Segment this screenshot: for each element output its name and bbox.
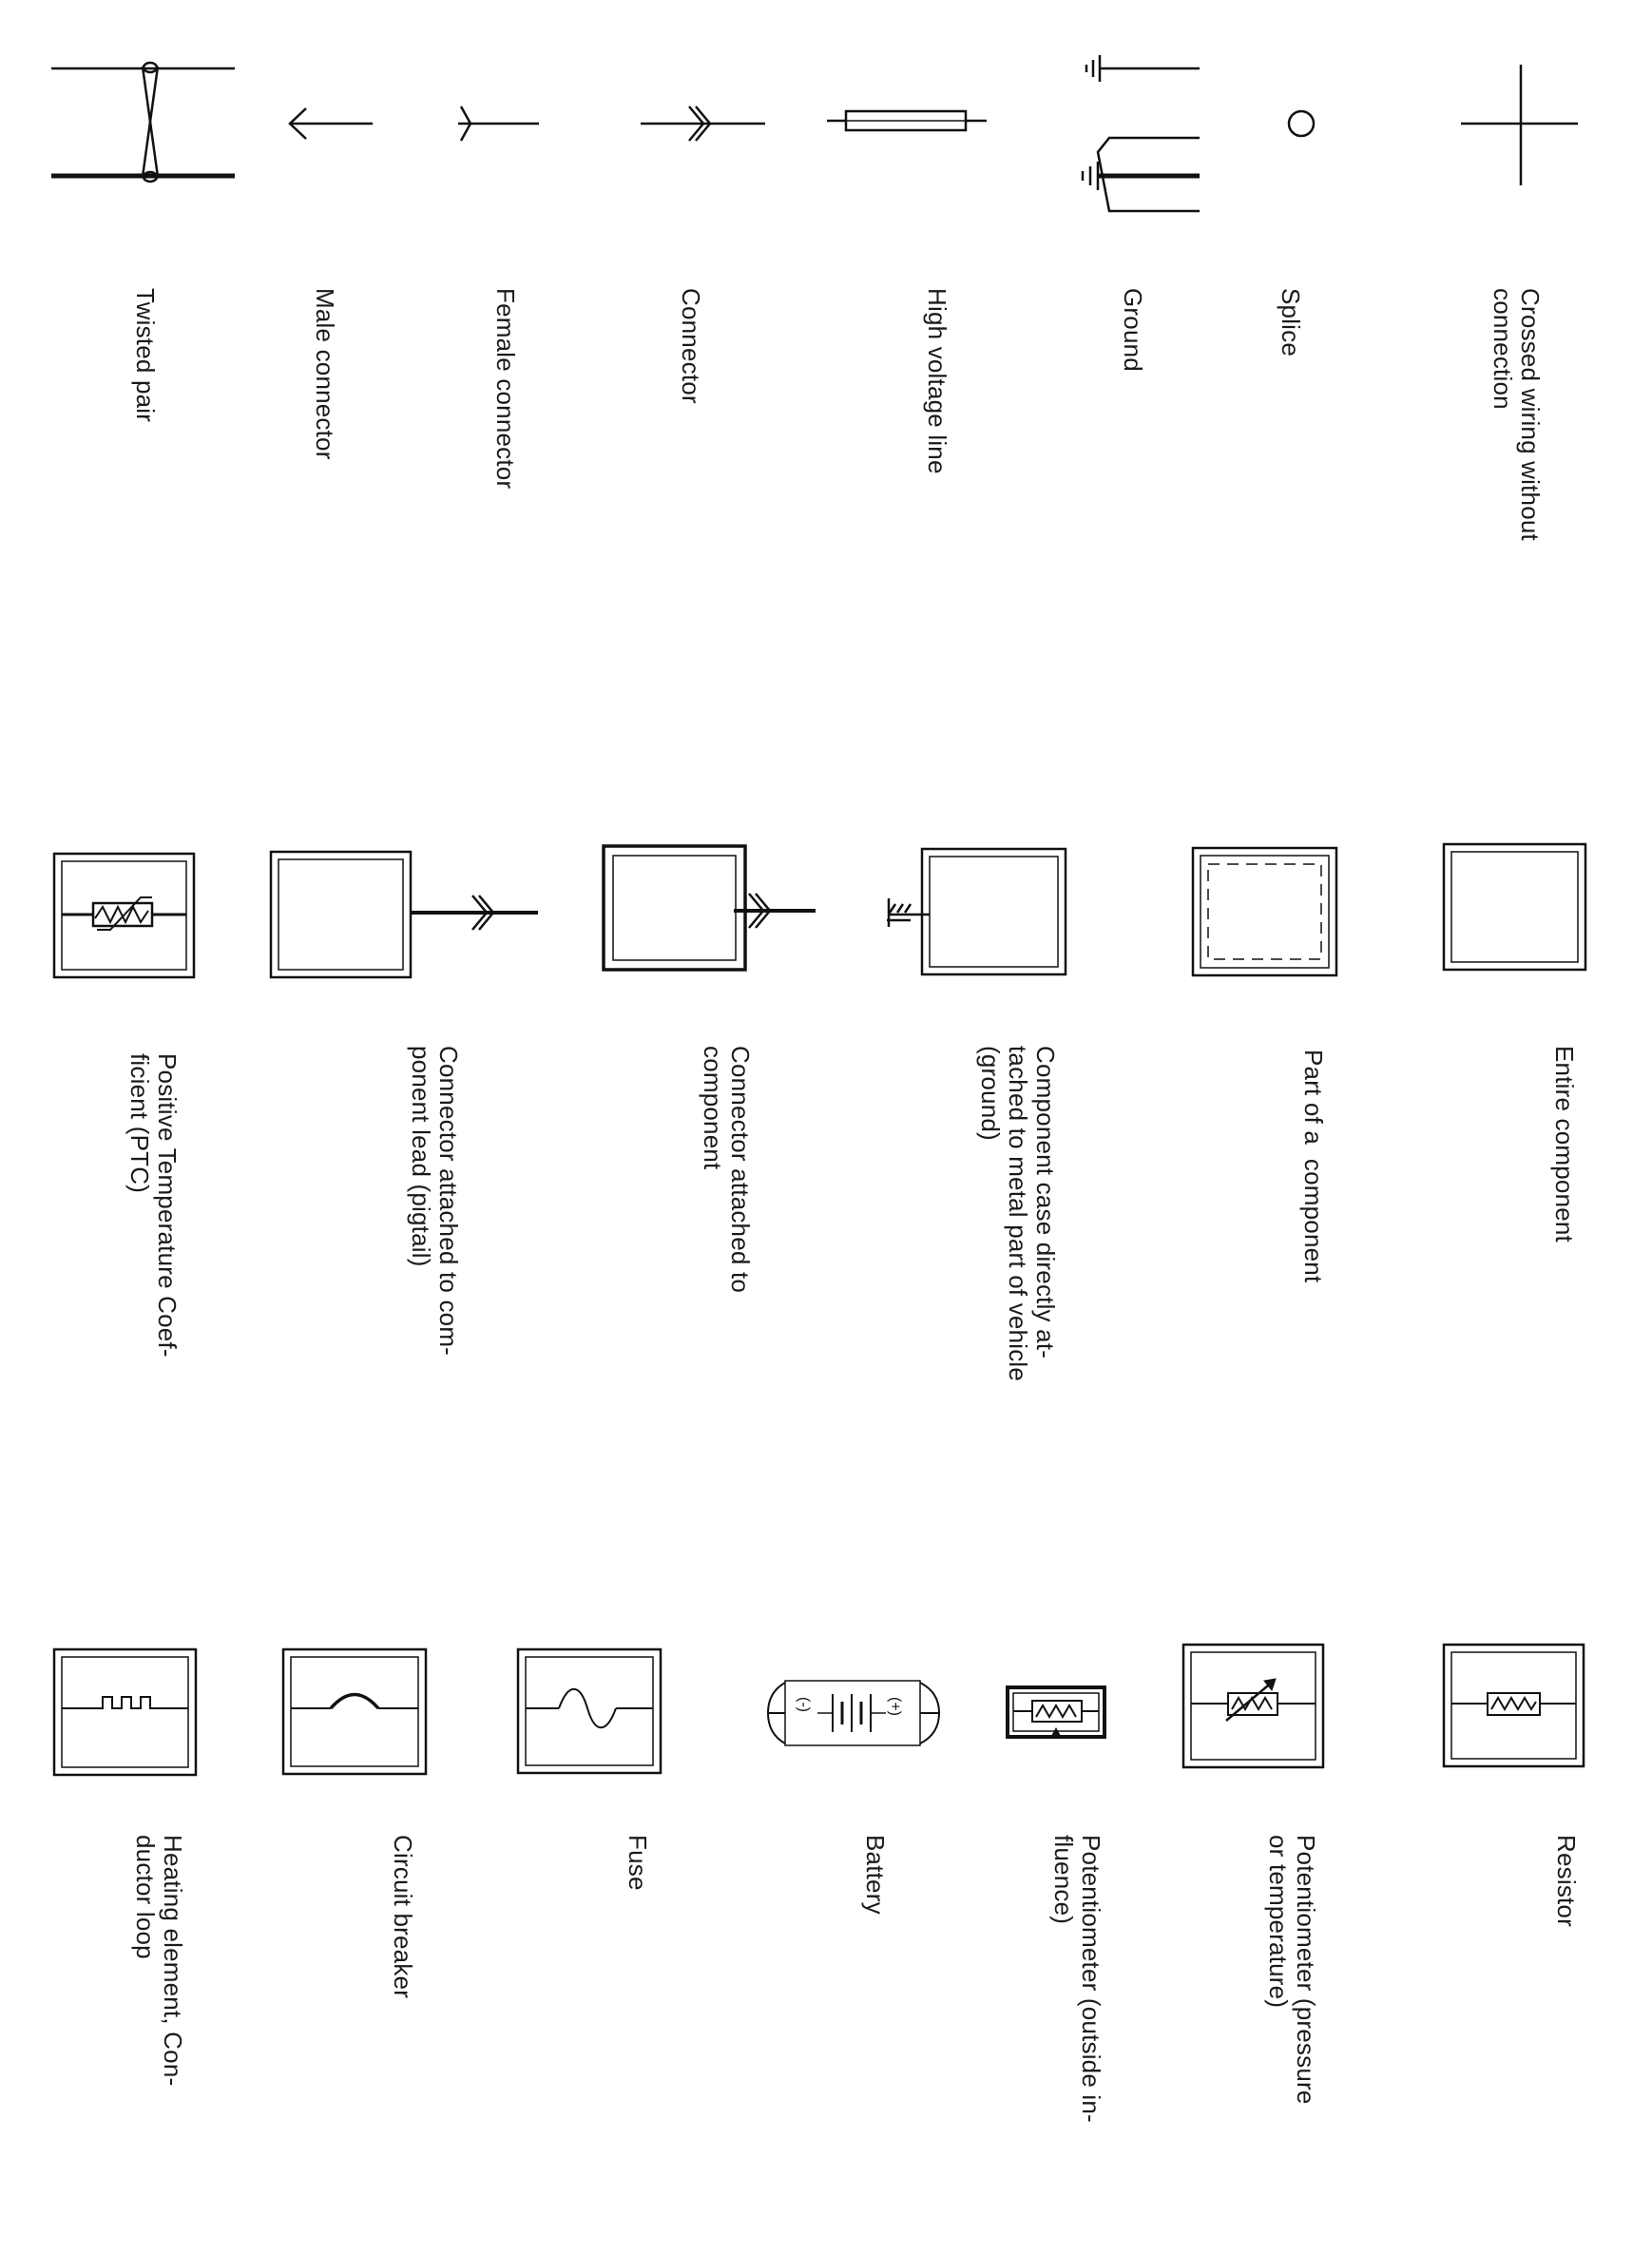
label-potentiometer-pressure: Potentiometer (pressure or temperature) bbox=[1264, 1835, 1320, 2105]
label-fuse: Fuse bbox=[624, 1835, 652, 1891]
battery-symbol bbox=[768, 1681, 939, 1745]
label-resistor: Resistor bbox=[1552, 1835, 1581, 1927]
male-connector-symbol bbox=[290, 108, 373, 139]
circuit-breaker-symbol bbox=[283, 1649, 426, 1774]
part-component-symbol bbox=[1193, 848, 1336, 975]
label-twisted-pair: Twisted pair bbox=[131, 288, 160, 423]
label-ptc: Positive Temperature Coef- ficient (PTC) bbox=[125, 1053, 182, 1358]
potentiometer-pressure-symbol bbox=[1183, 1645, 1323, 1767]
resistor-symbol bbox=[1444, 1645, 1584, 1766]
connector-component-symbol bbox=[604, 846, 816, 970]
battery-minus-mark: (-) bbox=[796, 1697, 812, 1712]
label-splice: Splice bbox=[1277, 288, 1305, 357]
label-crossed-wiring: Crossed wiring without connection bbox=[1489, 288, 1545, 541]
ptc-symbol bbox=[54, 854, 194, 977]
female-connector-symbol bbox=[458, 106, 539, 141]
label-entire-component: Entire component bbox=[1550, 1046, 1579, 1243]
battery-plus-mark: (+) bbox=[887, 1697, 903, 1716]
label-connector-lead: Connector attached to com- ponent lead (pigtail) bbox=[407, 1046, 463, 1357]
label-connector-component: Connector attached to component bbox=[699, 1046, 755, 1294]
entire-component-symbol bbox=[1444, 844, 1585, 970]
component-case-ground-symbol bbox=[887, 849, 1066, 974]
label-male-connector: Male connector bbox=[311, 288, 339, 460]
potentiometer-outside-symbol bbox=[1008, 1687, 1105, 1737]
label-connector: Connector bbox=[677, 288, 705, 404]
high-voltage-line-symbol bbox=[827, 111, 987, 130]
label-part-component: Part of a component bbox=[1299, 1050, 1328, 1283]
fuse-symbol bbox=[518, 1649, 661, 1773]
ground-symbol bbox=[1083, 55, 1200, 211]
label-battery: Battery bbox=[861, 1835, 890, 1915]
splice-symbol bbox=[1289, 111, 1314, 136]
crossed-wiring-symbol bbox=[1461, 65, 1578, 185]
twisted-pair-symbol bbox=[51, 63, 235, 182]
connector-symbol bbox=[641, 106, 765, 141]
label-high-voltage-line: High voltage line bbox=[923, 288, 951, 474]
label-component-case-ground: Component case directly at- tached to metal part of vehicle (ground) bbox=[976, 1046, 1060, 1382]
label-ground: Ground bbox=[1119, 288, 1147, 372]
label-female-connector: Female connector bbox=[491, 288, 520, 490]
label-potentiometer-outside: Potentiometer (outside in- fluence) bbox=[1049, 1835, 1105, 2123]
label-heating-element: Heating element, Con- ductor loop bbox=[131, 1835, 187, 2087]
heating-element-symbol bbox=[54, 1649, 196, 1775]
label-circuit-breaker: Circuit breaker bbox=[389, 1835, 417, 1999]
connector-lead-symbol bbox=[271, 852, 538, 977]
